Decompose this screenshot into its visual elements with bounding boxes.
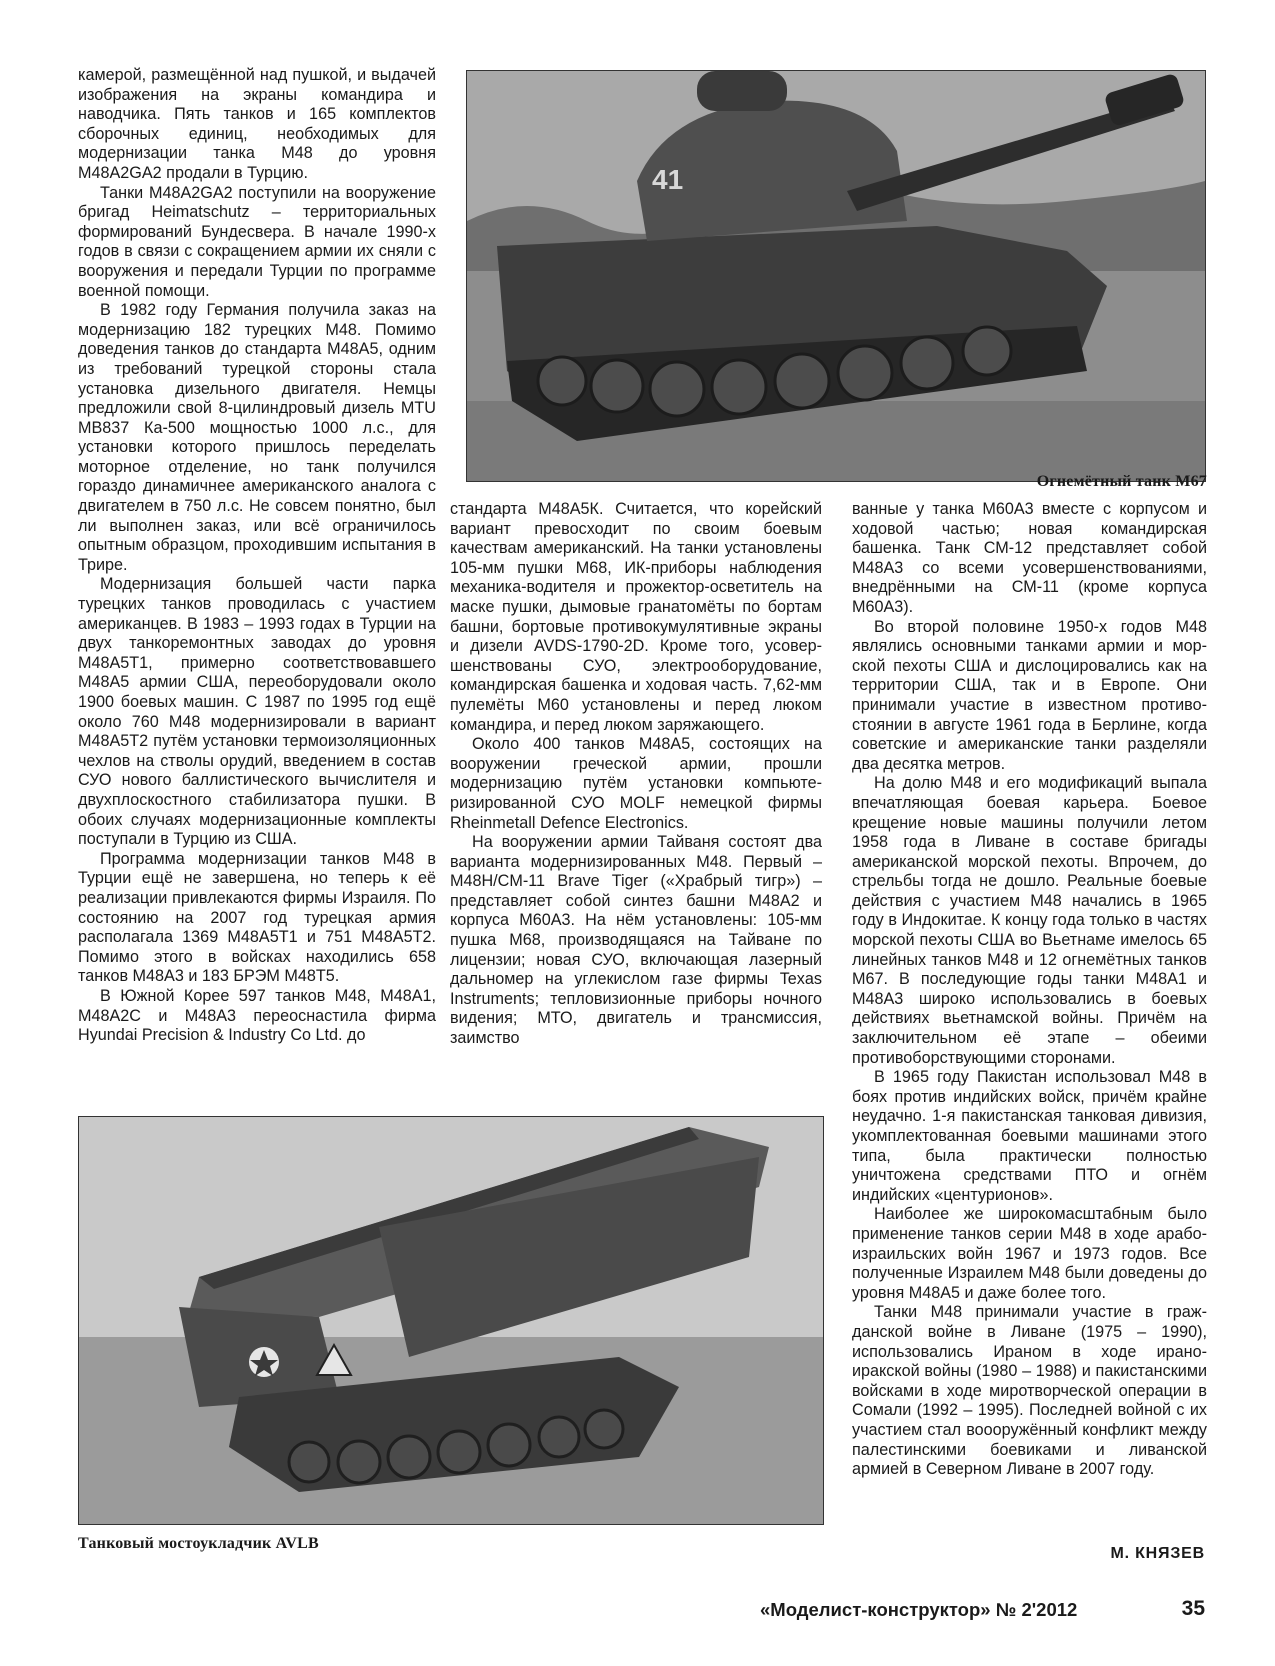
paragraph: Около 400 танков М48А5, состоящих на вооружении греческой армии, прошли модернизацию путём установки компьютеризированной СУО MOLF немецкой фирмы Rheinmetall Defence Electronics. bbox=[450, 735, 822, 832]
text-column-2 bbox=[450, 500, 822, 1049]
turret-number: 41 bbox=[652, 164, 684, 195]
bridge-layer-illustration bbox=[79, 1117, 823, 1524]
paragraph: В Южной Корее 597 танков М48, М48А1, М48А2С и М48А3 переоснастила фирма Hyundai Precision & Industry Co Ltd. до bbox=[78, 986, 436, 1045]
paragraph: В 1982 году Германия получила заказ на модернизацию 182 турецких М48. Помимо доведения танков до стандарта М48А5, одним из требований турецкой стороны стала установка дизельного двигателя. Немцы предложили свой 8-цилиндровый дизель MTU MB837 Ка-500 мощностью 1000 л.с., для установки которого пришлось переделать моторное отделение, но танк получился гораздо динамичнее американского аналога с двигателем в 750 л.с. Не совсем понятно, был ли выполнен заказ, или всё ограничилось опытным образцом, проходившим испытания в Трире. bbox=[78, 301, 436, 574]
paragraph: Наиболее же широкомасштабным было применение танков серии М48 в ходе арабо-израильских войн 1967 и 1973 годов. Все полученные Израилем М48 были доведены до уровня М48А5 и даже более того. bbox=[852, 1205, 1207, 1302]
paragraph: На вооружении армии Тайваня состоят два варианта модернизированных М48. Первый – M48H/CM-11 Brave Tiger («Храбрый тигр») – представляет собой синтез башни М48А2 и корпуса М60А3. На нём установлены: 105-мм пушка М68, производящаяся на Тайване по лицензии; новая СУО, включающая лазерный дальномер на углекислом газе фирмы Texas Instruments; тепловизионные приборы ночного видения; МТО, двигатель и трансмиссия, заимство bbox=[450, 833, 822, 1048]
paragraph: камерой, размещённой над пушкой, и выдачей изображения на экраны командира и наводчика. Пять танков и 165 комплектов сборочных единиц, необходимых для модернизации танка М48 до уровня M48A2GA2 продали в Турцию. bbox=[78, 66, 436, 182]
text-column-3 bbox=[852, 500, 1207, 1480]
paragraph: Танки M48A2GA2 поступили на вооружение бригад Heimatschutz – территориальных формирований Бундесвера. В начале 1990-х годов в связи с сокращением армии их сняли с вооружения и передали Турции по программе военной помощи. bbox=[78, 183, 436, 300]
caption-m67: Огнемётный танк М67 bbox=[1036, 473, 1207, 490]
page-number: 35 bbox=[1181, 1597, 1205, 1620]
paragraph: Программа модернизации танков М48 в Турции ещё не завершена, но теперь к её реализации привлекаются фирмы Израиля. По состоянию на 2007 год турецкая армия располагала 1369 М48А5Т1 и 751 М48А5Т2. Помимо этого в войсках находились 658 танков М48А3 и 183 БРЭМ М48Т5. bbox=[78, 849, 436, 986]
paragraph: В 1965 году Пакистан использовал М48 в боях против индийских войск, причём крайне неудачно. 1-я пакистанская танковая дивизия, укомплектованная боевыми машинами этого типа, была практически полностью уничтожена средствами ПТО и огнём индийских «центурионов». bbox=[852, 1068, 1207, 1204]
text-column-1 bbox=[78, 66, 436, 1046]
paragraph: Модернизация большей части парка турецких танков проводилась с участием американцев. В 1983 – 1993 годах в Турции на двух танкоремонтных заводах до уровня М48А5Т1, примерно соответствовавшего М48А5 армии США, переоборудовали около 1900 боевых машин. С 1987 по 1995 год ещё около 760 М48 модернизировали в вариант М48А5Т2 путём установки термоизоляционных чехлов на стволы орудий, введением в состав СУО нового баллистического вычислителя и двухплоскостного стабилизатора пушки. В обоих случаях модернизационные комплекты поступали в Турцию из США. bbox=[78, 575, 436, 849]
caption-avlb: Танковый мостоукладчик AVLB bbox=[78, 1535, 319, 1552]
photo-avlb-bridge-layer bbox=[78, 1116, 824, 1525]
paragraph: Танки М48 принимали участие в гражданской войне в Ливане (1975 – 1990), использовались Ираном в ходе ирано-иракской войны (1980 – 1988) и пакистанскими войсками в ходе миротворческой операции в Сомали (1992 – 1995). Последней войной с их участием стал воооружённый конфликт между палестинскими боевиками и ливанской армией в Северном Ливане в 2007 году. bbox=[852, 1303, 1207, 1479]
paragraph: Во второй половине 1950-х годов М48 являлись основными танками армии и морской пехоты США и дислоцировались как на территории США, так и в Европе. Они принимали участие в известном противостоянии в августе 1961 года в Берлине, когда советские и американские танки разделяли два десятка метров. bbox=[852, 617, 1207, 773]
author-signature: М. КНЯЗЕВ bbox=[1110, 1545, 1205, 1562]
photo-m67-flamethrower-tank bbox=[466, 70, 1206, 482]
footer-magazine-title: «Моделист-конструктор» № 2'2012 bbox=[760, 1599, 1078, 1620]
paragraph: стандарта М48А5К. Считается, что корейский вариант превосходит по своим боевым качествам американский. На танки установлены 105-мм пушки М68, ИК-приборы наблюдения механика-водителя и прожектор-осветитель на маске пушки, дымовые гранатомёты по бортам башни, бортовые противокумулятивные экраны и дизели AVDS-1790-2D. Кроме того, усовершенствованы СУО, электрооборудование, командирская башенка и ходовая часть. 7,62-мм пулемёты М60 установлены и перед люком командира, и перед люком заряжающего. bbox=[450, 500, 822, 734]
paragraph: На долю М48 и его модификаций выпала впечатляющая боевая карьера. Боевое крещение новые машины получили летом 1958 года в Ливане в составе бригады американской морской пехоты. Впрочем, до стрельбы тогда не дошло. Реальные боевые действия с участием М48 начались в 1965 году в Индокитае. К концу года только в частях морской пехоты США во Вьетнаме имелось 65 линейных танков М48 и 12 огнемётных танков М67. В последующие годы танки М48А1 и М48А3 широко использовались в боевых действиях вьетнамской войны. Причём на заключительном её этапе – обеими противоборствующими сторонами. bbox=[852, 774, 1207, 1067]
paragraph: ванные у танка М60А3 вместе с корпусом и ходовой частью; новая командирская башенка. Танк СМ-12 представляет собой М48А3 со всеми усовершенствованиями, внедрёнными на СМ-11 (кроме корпуса М60А3). bbox=[852, 500, 1207, 616]
tank-illustration bbox=[467, 71, 1205, 481]
